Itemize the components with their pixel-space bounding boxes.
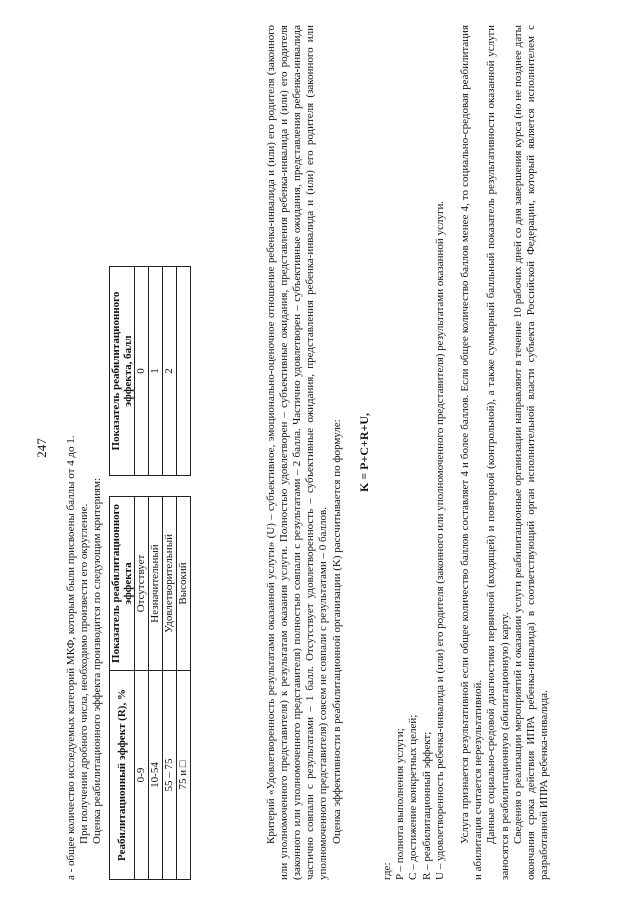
criteria-tables (109, 25, 265, 880)
rehab-effect-table (109, 496, 192, 880)
table-cell: Отсутствует (134, 497, 148, 671)
data-paragraph: Данные социально-средовой диагностики первичной (входящей) и повторной (контрольной), а также суммарный балльный показатель результативности оказанной услуги заносятся в реабилитационную (абилитационную) карту. (485, 25, 511, 880)
where-label: где: (381, 862, 394, 880)
table-cell: Удовлетворительный (163, 497, 177, 671)
intro-line: Оценка реабилитационного эффекта производится по следующим критериям: (91, 477, 104, 844)
table-header: Показатель реабилитационного эффекта (109, 497, 134, 671)
table-header: Реабилитационный эффект (R), % (109, 671, 134, 880)
table-row (148, 497, 162, 880)
table-cell (177, 267, 191, 476)
table-cell: 75 и □ (177, 671, 191, 880)
formula: K = P+C+R+U, (356, 413, 371, 493)
intro-line: При получении дробного числа, необходимо произвести его округление. (78, 503, 91, 844)
result-paragraph: Услуга признается результативной если общее количество баллов составляет 4 и более баллов. Если общее количество баллов менее 4, то социально-средовая реабилитация и абилитация считается нерезультативной. (459, 25, 485, 880)
table-row (134, 497, 148, 880)
table-cell: 0-9 (134, 671, 148, 880)
rotated-document-content (65, 25, 565, 880)
table-cell: 55 – 75 (163, 671, 177, 880)
table-row (163, 497, 177, 880)
intro-line: а - общее количество исследуемых категорий МКФ, которым были присвоены баллы от 4 до 1. (65, 435, 77, 880)
efficiency-paragraph: Оценка эффективности в реабилитационной организации (K) рассчитывается по формуле: (330, 419, 343, 844)
table-row (163, 267, 177, 476)
definition-item: C – достижение конкретных целей; (407, 714, 420, 880)
send-paragraph: Сведения о реализации мероприятий и оказании услуги реабилитационные организации направляют в течение 10 рабочих дней со дня завершения курса (но не позднее даты окончания срока действия ИПРА ребенка-инвалида) в соответствующий орган исполнительной власти субъекта Российской Федерации, который является исполнителем с разработанной ИПРА ребенка-инвалида. (511, 25, 551, 880)
table-header: Показатель реабилитационного эффекта, балл (109, 267, 134, 476)
table-row (134, 267, 148, 476)
rehab-score-table (109, 266, 192, 476)
table-cell: 0 (134, 267, 148, 476)
table-row (177, 267, 191, 476)
definition-item: U – удовлетворенность ребенка-инвалида и (или) его родителя (законного или уполномоченного представителя) результатами оказанной услуги. (433, 200, 446, 880)
table-cell: 1 (148, 267, 162, 476)
table-cell: Незначительный (148, 497, 162, 671)
page-number: 247 (33, 438, 49, 458)
table-cell: 10-54 (148, 671, 162, 880)
table-cell: 2 (163, 267, 177, 476)
table-cell: Высокий (177, 497, 191, 671)
criterion-paragraph: Критерий «Удовлетворенность результатами оказанной услуги» (U) – субъективное, эмоционально-оценочное отношение ребенка-инвалида и (или) его родителя (законного или уполномоченного представителя) к результатам оказания услуги. Полностью удовлетворен – субъективные ожидания, представления ребенка-инвалида и (или) его родителя (законного или уполномоченного представителя) полностью совпали с результатами – 2 балла. Частично удовлетворен – субъективные ожидания, представления ребенка-инвалида частично совпали с результатами – 1 балл. Отсутствует удовлетворенность – субъективные ожидания, представления ребенка-инвалида и (или) его родителя (законного или уполномоченного представителя) совсем не совпали с результатами – 0 баллов. (264, 25, 330, 880)
table-row (148, 267, 162, 476)
table-row (177, 497, 191, 880)
definition-item: R – реабилитационный эффект; (420, 731, 433, 880)
definition-item: P – полнота выполнения услуги; (394, 728, 407, 880)
